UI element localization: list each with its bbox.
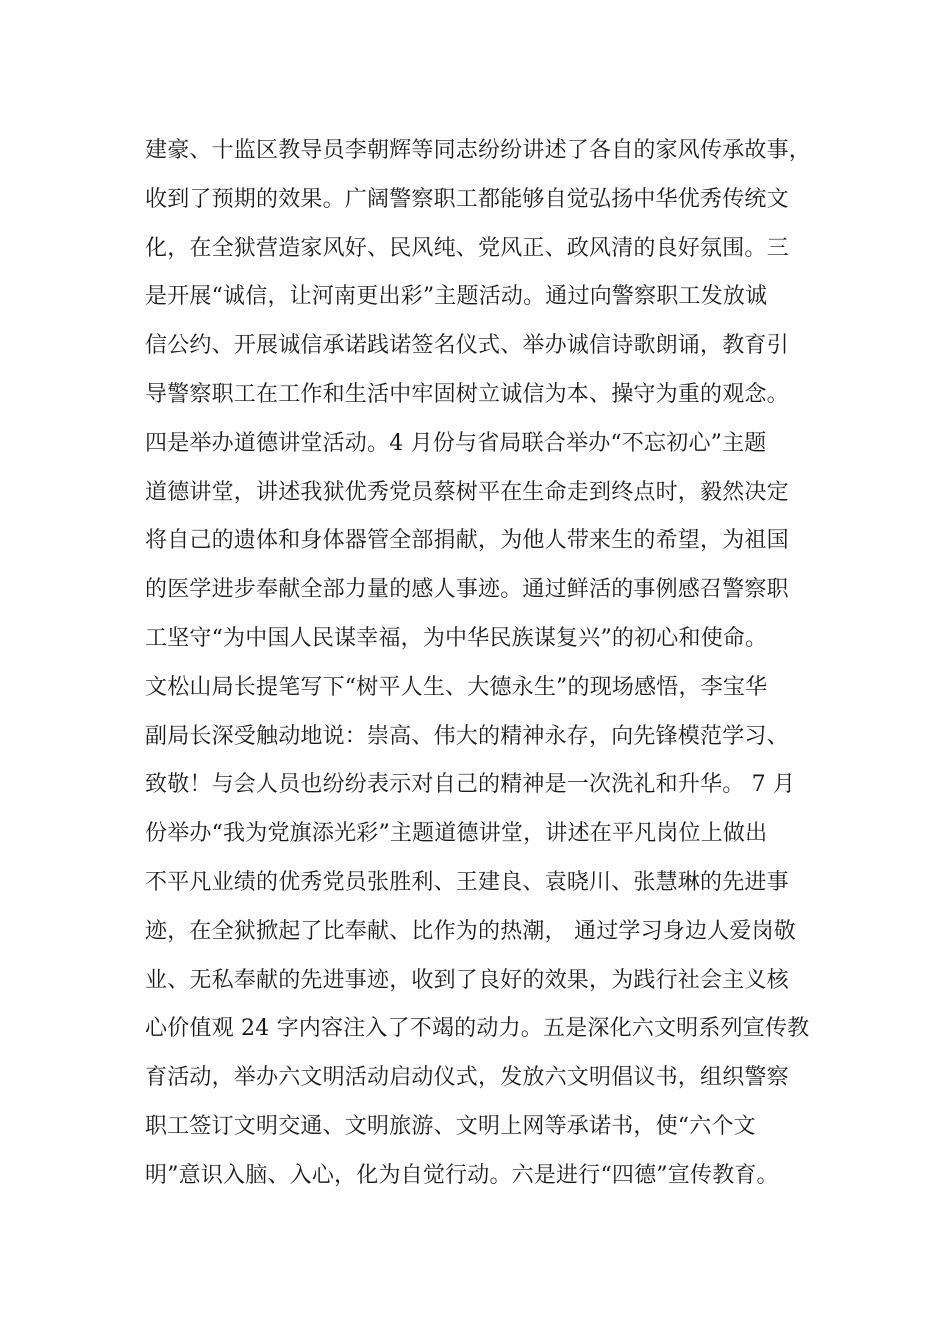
text-line: 建豪、十监区教导员李朝辉等同志纷纷讲述了各自的家风传承故事， bbox=[145, 138, 812, 163]
text-line: 业、无私奉献的先进事迹，收到了良好的效果，为践行社会主义核 bbox=[145, 967, 789, 993]
text-line: 迹，在全狱掀起了比奉献、比作为的热潮， 通过学习身边人爱岗敬 bbox=[145, 918, 796, 944]
text-line: 明”意识入脑、入心，化为自觉行动。六是进行“四德”宣传教育。 bbox=[145, 1162, 779, 1188]
text-line: 工坚守“为中国人民谋幸福，为中华民族谋复兴”的初心和使命。 bbox=[145, 625, 768, 651]
text-line: 育活动，举办六文明活动启动仪式，发放六文明倡议书，组织警察 bbox=[145, 1065, 789, 1091]
text-line: 信公约、开展诚信承诺践诺签名仪式、举办诚信诗歌朗诵，教育引 bbox=[145, 333, 789, 359]
text-line: 份举办“我为党旗添光彩”主题道德讲堂，讲述在平凡岗位上做出 bbox=[145, 821, 768, 847]
text-line: 四是举办道德讲堂活动。4 月份与省局联合举办“不忘初心”主题 bbox=[145, 430, 767, 456]
text-line: 职工签订文明交通、文明旅游、文明上网等承诺书，使“六个文 bbox=[145, 1113, 756, 1139]
text-line: 道德讲堂，讲述我狱优秀党员蔡树平在生命走到终点时，毅然决定 bbox=[145, 479, 789, 505]
text-line: 是开展“诚信，让河南更出彩”主题活动。通过向警察职工发放诚 bbox=[145, 284, 768, 310]
text-line: 将自己的遗体和身体器管全部捐献，为他人带来生的希望，为祖国 bbox=[145, 528, 789, 554]
body-text bbox=[145, 127, 825, 1201]
text-line: 收到了预期的效果。广阔警察职工都能够自觉弘扬中华优秀传统文 bbox=[145, 186, 789, 212]
text-line: 不平凡业绩的优秀党员张胜利、王建良、袁晓川、张慧琳的先进事 bbox=[145, 869, 789, 895]
text-line: 心价值观 24 字内容注入了不竭的动力。五是深化六文明系列宣传教 bbox=[145, 1016, 810, 1042]
text-line: 导警察职工在工作和生活中牢固树立诚信为本、操守为重的观念。 bbox=[145, 381, 789, 407]
text-line: 的医学进步奉献全部力量的感人事迹。通过鲜活的事例感召警察职 bbox=[145, 577, 789, 603]
text-line: 副局长深受触动地说：崇高、伟大的精神永存，向先锋模范学习、 bbox=[145, 723, 789, 749]
text-line: 文松山局长提笔写下“树平人生、大德永生”的现场感悟，李宝华 bbox=[145, 674, 768, 700]
text-line: 化，在全狱营造家风好、民风纯、党风正、政风清的良好氛围。三 bbox=[145, 235, 789, 261]
text-line: 致敬！与会人员也纷纷表示对自己的精神是一次洗礼和升华。 7 月 bbox=[145, 772, 796, 798]
